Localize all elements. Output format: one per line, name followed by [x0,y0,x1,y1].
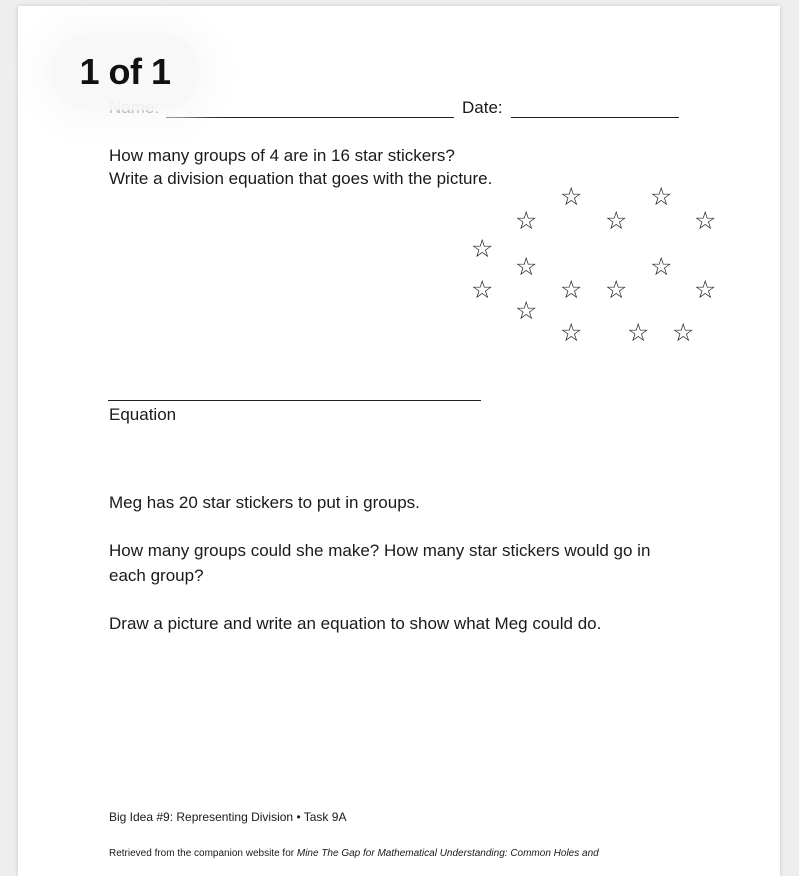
task1-instruction: Write a division equation that goes with the picture. [109,169,493,188]
star-icon: ☆ [471,234,494,263]
star-icon: ☆ [694,206,717,235]
star-icon: ☆ [627,318,650,347]
star-icon: ☆ [471,275,494,304]
star-icon: ☆ [694,275,717,304]
task1-question: How many groups of 4 are in 16 star stickers? [109,146,455,165]
page-indicator-text: 1 of 1 [79,51,171,92]
star-icon: ☆ [515,206,538,235]
footer-source-prefix: Retrieved from the companion website for [109,848,297,859]
star-icon: ☆ [650,252,673,281]
date-blank-line [511,117,679,118]
footer-source-title: Mine The Gap for Mathematical Understanding: Common Holes and [296,848,599,859]
equation-label: Equation [109,405,177,424]
star-icon: ☆ [515,252,538,281]
page-indicator-badge [50,34,200,110]
task2-intro: Meg has 20 star stickers to put in groups. [109,493,420,512]
task2-instruction: Draw a picture and write an equation to show what Meg could do. [109,614,602,633]
footer-task-label: Big Idea #9: Representing Division • Task 9A [109,810,347,824]
star-icon: ☆ [560,318,583,347]
worksheet-page [18,6,780,876]
task2-question-line2: each group? [109,566,204,585]
star-icon: ☆ [650,182,673,211]
date-label: Date: [462,98,503,117]
star-icon: ☆ [560,182,583,211]
task2-question-line1: How many groups could she make? How many star stickers would go in [109,541,651,560]
star-icon: ☆ [605,275,628,304]
star-icon: ☆ [560,275,583,304]
star-icon: ☆ [515,296,538,325]
equation-blank-line [108,400,481,401]
star-icon: ☆ [605,206,628,235]
footer-source [109,848,599,859]
star-icon: ☆ [672,318,695,347]
name-blank-line [166,117,454,118]
